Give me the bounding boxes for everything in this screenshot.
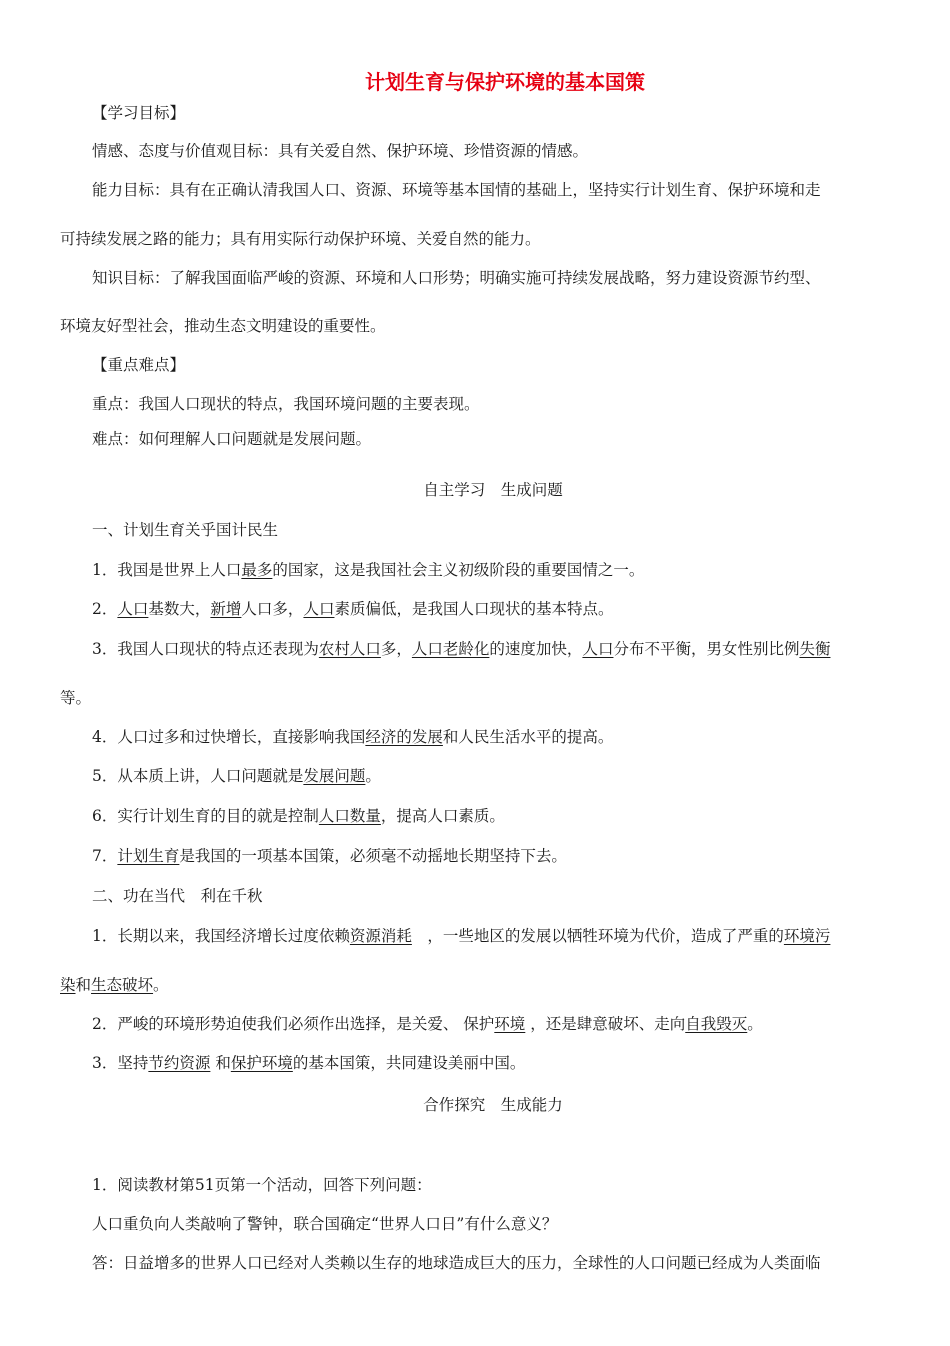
text: 基数大， (148, 600, 211, 618)
text: 分布不平衡，男女性别比例 (613, 640, 800, 658)
question-1-prompt: 人口重负向人类敲响了警钟，联合国确定“世界人口日”有什么意义？ (92, 1215, 558, 1233)
cooperation-heading: 合作探究 生成能力 (423, 1096, 563, 1114)
text: 。 (747, 1015, 763, 1033)
part1-item-7 (92, 846, 567, 866)
text: 6．实行计划生育的目的就是控制 (92, 807, 319, 825)
part1-heading: 一、计划生育关乎国计民生 (92, 521, 279, 539)
answer-blank: 环境污 (783, 927, 831, 945)
answer-blank: 经济的发展 (365, 728, 443, 746)
section-objectives-heading: 【学习目标】 (92, 104, 186, 122)
text: 4．人口过多和过快增长，直接影响我国 (92, 728, 366, 746)
text: 是我国的一项基本国策，必须毫不动摇地长期坚持下去。 (179, 847, 567, 865)
answer-blank: 计划生育 (117, 847, 180, 865)
objective-knowledge-line2: 环境友好型社会，推动生态文明建设的重要性。 (60, 317, 386, 335)
question-1-answer: 答：日益增多的世界人口已经对人类赖以生存的地球造成巨大的压力，全球性的人口问题已经成为人类面临 (92, 1254, 821, 1272)
objective-emotion: 情感、态度与价值观目标：具有关爱自然、保护环境、珍惜资源的情感。 (92, 142, 589, 160)
answer-blank: 环境 (494, 1015, 526, 1033)
text: 1．长期以来，我国经济增长过度依赖 (92, 927, 350, 945)
objective-ability-line2: 可持续发展之路的能力；具有用实际行动保护环境、关爱自然的能力。 (60, 230, 541, 248)
text: 2． (92, 600, 118, 618)
answer-blank: 失衡 (799, 640, 831, 658)
section-keypoints-heading: 【重点难点】 (92, 356, 186, 374)
text: ，还是肆意破坏、走向 (525, 1015, 686, 1033)
text: 7． (92, 847, 118, 865)
text: 和人民生活水平的提高。 (442, 728, 614, 746)
part1-item-3-line2: 等。 (60, 689, 92, 707)
answer-blank: 人口数量 (318, 807, 381, 825)
text: 的速度加快， (489, 640, 583, 658)
answer-blank: 保护环境 (230, 1054, 293, 1072)
part1-item-3-line1 (92, 639, 830, 659)
text: 。 (153, 976, 169, 994)
text: 素质偏低，是我国人口现状的基本特点。 (334, 600, 614, 618)
text: ，一些地区的发展以牺牲环境为代价，造成了严重的 (411, 927, 784, 945)
answer-blank: 人口老龄化 (411, 640, 490, 658)
answer-blank: 资源消耗 (349, 927, 412, 945)
part1-item-5 (92, 766, 381, 786)
text: 的国家，这是我国社会主义初级阶段的重要国情之一。 (272, 561, 645, 579)
difficult-point: 难点：如何理解人口问题就是发展问题。 (92, 430, 372, 448)
part1-item-1 (92, 560, 644, 580)
part2-item-1-line2 (60, 975, 169, 995)
part1-item-6 (92, 806, 505, 826)
question-1: 1．阅读教材第51页第一个活动，回答下列问题： (92, 1176, 432, 1194)
answer-blank: 人口 (303, 600, 335, 618)
text: 和 (75, 976, 92, 994)
part1-item-2 (92, 599, 613, 619)
text: 多， (380, 640, 412, 658)
text: 1．我国是世界上人口 (92, 561, 242, 579)
answer-blank: 自我毁灭 (685, 1015, 748, 1033)
key-point: 重点：我国人口现状的特点，我国环境问题的主要表现。 (92, 395, 480, 413)
part1-item-4 (92, 727, 613, 747)
answer-blank: 节约资源 (148, 1054, 211, 1072)
part2-heading: 二、功在当代 利在千秋 (92, 887, 263, 905)
objective-ability-line1: 能力目标：具有在正确认清我国人口、资源、环境等基本国情的基础上，坚持实行计划生育、保护环境和走 (92, 181, 821, 199)
objective-knowledge-line1: 知识目标：了解我国面临严峻的资源、环境和人口形势；明确实施可持续发展战略，努力建设资源节约型、 (92, 269, 821, 287)
text: 5．从本质上讲，人口问题就是 (92, 767, 304, 785)
text: 人口多， (241, 600, 304, 618)
text: 和 (210, 1054, 231, 1072)
page-title: 计划生育与保护环境的基本国策 (365, 70, 645, 94)
part2-item-1-line1 (92, 926, 830, 946)
part2-item-2 (92, 1014, 763, 1034)
text: ，提高人口素质。 (380, 807, 505, 825)
part2-item-3 (92, 1053, 525, 1073)
text: 3．坚持 (92, 1054, 149, 1072)
answer-blank: 人口 (117, 600, 149, 618)
text: 2．严峻的环境形势迫使我们必须作出选择，是关爱、 保护 (92, 1015, 495, 1033)
answer-blank: 最多 (241, 561, 273, 579)
self-study-heading: 自主学习 生成问题 (423, 481, 563, 499)
answer-blank: 农村人口 (318, 640, 381, 658)
answer-blank: 新增 (210, 600, 242, 618)
answer-blank: 染 (60, 976, 76, 994)
text: 的基本国策，共同建设美丽中国。 (292, 1054, 526, 1072)
answer-blank: 生态破坏 (91, 976, 154, 994)
answer-blank: 发展问题 (303, 767, 366, 785)
answer-blank: 人口 (582, 640, 614, 658)
text: 。 (365, 767, 381, 785)
text: 3．我国人口现状的特点还表现为 (92, 640, 319, 658)
